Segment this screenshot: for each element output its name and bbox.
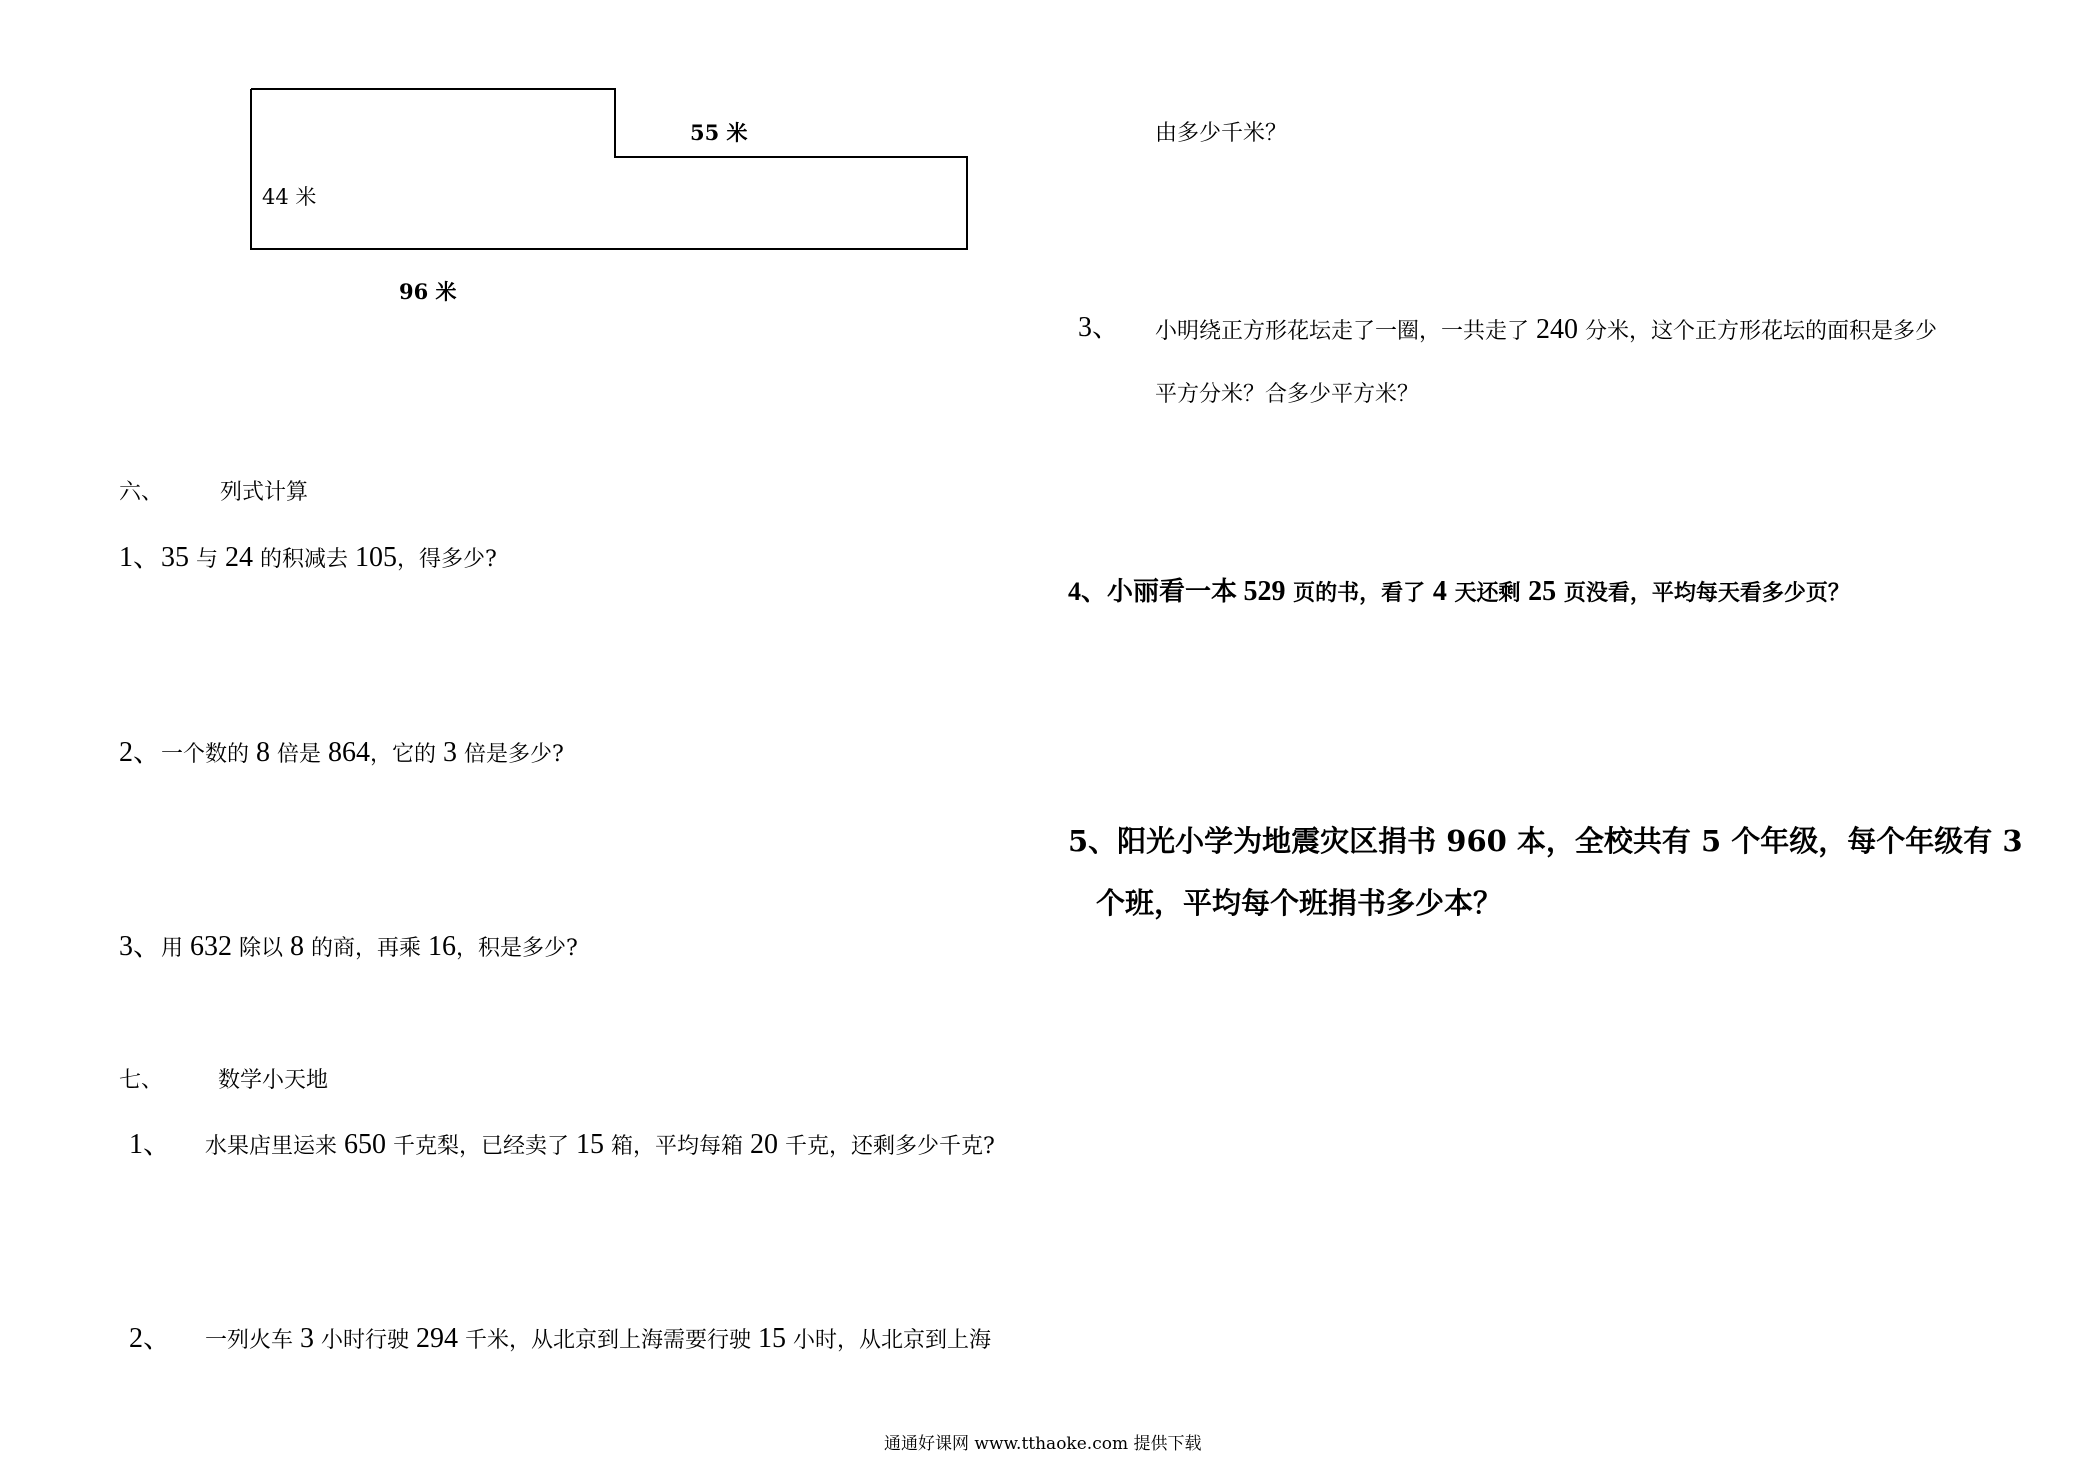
rq4-g: 页没看，平均每天看多少页？ xyxy=(1556,580,1850,606)
rq4-d: 4 xyxy=(1432,576,1447,607)
s7q2-c: 小时行驶 xyxy=(314,1328,416,1353)
q1-f: ，得多少? xyxy=(397,547,497,572)
rq4-f: 25 xyxy=(1528,576,1557,607)
q2-e: 864 xyxy=(328,737,371,768)
section7-number: 七、 xyxy=(119,1068,164,1093)
s7-q2-number: 2、 xyxy=(129,1323,172,1354)
s7q1-b: 650 xyxy=(344,1129,386,1160)
q2-b: 一个数的 xyxy=(161,742,257,767)
rq3-c: 分米，这个正方形花坛的面积是多少 xyxy=(1578,319,1937,344)
right-q3-number: 3、 xyxy=(1078,312,1121,343)
s7q1-d: 15 xyxy=(576,1129,604,1160)
q1-c: 24 xyxy=(225,542,254,573)
right-q3-line1 xyxy=(1155,316,1937,344)
s7q2-f: 15 xyxy=(758,1323,786,1354)
rq4-b: 529 xyxy=(1243,576,1286,607)
s7q2-d: 294 xyxy=(416,1323,458,1354)
right-q5-line1: 5、阳光小学为地震灾区捐书 960 本，全校共有 5 个年级，每个年级有 3 xyxy=(1068,824,2023,858)
s7q2-b: 3 xyxy=(300,1323,314,1354)
s7q2-g: 小时，从北京到上海 xyxy=(786,1328,991,1353)
q3-g: 16 xyxy=(428,931,457,962)
rq3-b: 240 xyxy=(1536,314,1578,345)
label-55m: 55 米 xyxy=(690,120,748,145)
s6-question-2 xyxy=(119,739,564,767)
section6-title: 列式计算 xyxy=(220,480,309,505)
q3-b: 用 xyxy=(161,936,191,961)
s7-question-1 xyxy=(205,1131,995,1159)
rq3-a: 小明绕正方形花坛走了一圈，一共走了 xyxy=(1155,319,1536,344)
s7q1-a: 水果店里运来 xyxy=(205,1134,344,1159)
right-q5-line2: 个班，平均每个班捐书多少本？ xyxy=(1096,886,1503,920)
s7q2-e: 千米，从北京到上海需要行驶 xyxy=(458,1328,758,1353)
q1-a: 1、35 xyxy=(119,542,190,573)
rq4-a: 4、小丽看一本 xyxy=(1068,577,1244,606)
right-q3-line2: 平方分米？合多少平方米？ xyxy=(1155,382,1420,407)
rq4-e: 天还剩 xyxy=(1446,580,1529,606)
q3-c: 632 xyxy=(190,931,233,962)
s7-question-2 xyxy=(205,1325,991,1353)
label-44m: 44 米 xyxy=(262,185,317,209)
s7q1-c: 千克梨，已经卖了 xyxy=(386,1134,576,1159)
q3-d: 除以 xyxy=(232,936,291,961)
s7q1-f: 20 xyxy=(750,1129,778,1160)
rq4-c: 页的书，看了 xyxy=(1285,580,1433,606)
section7-title: 数学小天地 xyxy=(218,1068,329,1093)
q3-h: ，积是多少? xyxy=(456,936,578,961)
q2-f: ，它的 xyxy=(370,742,444,767)
right-question-4 xyxy=(1068,578,1850,606)
q3-a: 3、 xyxy=(119,931,162,962)
q3-e: 8 xyxy=(290,931,305,962)
q2-d: 倍是 xyxy=(270,742,329,767)
q3-f: 的商，再乘 xyxy=(304,936,429,961)
s7q1-e: 箱，平均每箱 xyxy=(604,1134,750,1159)
q2-h: 倍是多少? xyxy=(457,742,564,767)
q1-b: 与 xyxy=(189,547,226,572)
s7-q1-number: 1、 xyxy=(129,1129,172,1160)
l-shape-outline xyxy=(251,89,967,249)
footer-credit: 通通好课网 www.tthaoke.com 提供下载 xyxy=(884,1434,1202,1454)
q2-a: 2、 xyxy=(119,737,162,768)
right-q2-continuation: 由多少千米？ xyxy=(1155,121,1288,146)
s6-question-1 xyxy=(119,544,497,572)
section6-number: 六、 xyxy=(119,480,164,505)
label-96m: 96 米 xyxy=(399,279,457,304)
s6-question-3 xyxy=(119,933,578,961)
q2-g: 3 xyxy=(443,737,458,768)
s7q1-g: 千克，还剩多少千克? xyxy=(778,1134,995,1159)
q1-e: 105 xyxy=(355,542,398,573)
q2-c: 8 xyxy=(256,737,271,768)
q1-d: 的积减去 xyxy=(253,547,356,572)
s7q2-a: 一列火车 xyxy=(205,1328,300,1353)
